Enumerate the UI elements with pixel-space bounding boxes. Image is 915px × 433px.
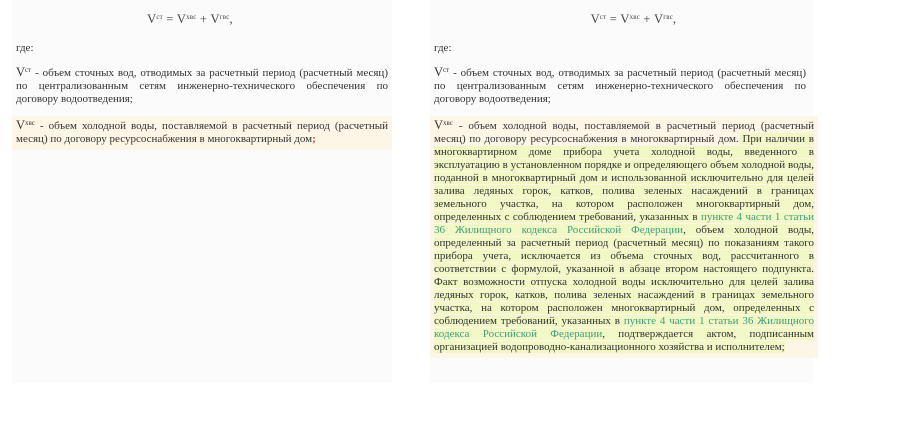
right-paragraph-stochnye: $V^{ст}$ - объем сточных вод, отводимых за расчетный период (расчетный месяц) по централизованным сетям инженерно-технического обеспечения по договору водоотведения; (434, 65, 806, 105)
left-paragraph-holodnaya: $V^{хвс}$ - объем холодной воды, поставляемой в расчетный период (расчетный месяц) по договору ресурсоснабжения в многоквартирный дом; (12, 116, 392, 150)
right-paragraph-holodnaya: $V^{хвс}$ - объем холодной воды, поставляемой в расчетный период (расчетный месяц) по договору ресурсоснабжения в многоквартирный дом. При наличии в многоквартирном доме прибора учета холодной воды, введенного в эксплуатацию в установленном порядке и определяющего объем холодной воды, поданной в многоквартирный дом и использованной исключительно для целей залива ледяных горок, катков, полива зеленых насаждений в границах земельного участка, на котором расположен многоквартирный дом, определенных с соблюдением требований, указанных в пункте 4 части 1 статьи 36 Жилищного кодекса Российской Федерации, объем холодной воды, определенный за расчетный период (расчетный месяц) по показаниям такого прибора учета, исключается из объема сточных вод, рассчитанного в соответствии с формулой, указанной в абзаце втором настоящего подпункта. Факт возможности отпуска холодной воды исключительно для целей залива ледяных горок, катков, полива зеленых насаждений в границах земельного участка, на котором расположен многоквартирный дом, определенных с соблюдением требований, указанных в пункте 4 части 1 статьи 36 Жилищного кодекса Российской Федерации, подтверждается актом, подписанным организацией водопроводно-канализационного хозяйства и исполнителем; (430, 116, 818, 358)
left-where-label: где: (16, 42, 34, 54)
right-formula: $V^{ст} = V^{хвс} + V^{гвс}$, (590, 12, 677, 26)
left-formula: $V^{ст} = V^{хвс} + V^{гвс}$, (147, 12, 233, 26)
symbol-v-st: $V^{ст}$ (434, 65, 450, 79)
right-document-pane (430, 0, 813, 383)
text-cursor[interactable]: ; (312, 133, 316, 145)
symbol-v-st: $V^{ст}$ (16, 65, 32, 79)
symbol-v-hvs: $V^{хвс}$ (434, 118, 453, 132)
added-text-highlight: При наличии в многоквартирном доме прибора учета холодной воды, введенного в эксплуатацию в установленном порядке и определяющего объем холодной воды, поданной в многоквартирный дом и использованной исключительно для целей залива ледяных горок, катков, полива зеленых насаждений в границах земельного участка, на котором расположен многоквартирный дом, определенных с соблюдением требований, указанных в пункте 4 части 1 статьи 36 Жилищного кодекса Российской Федерации, объем холодной воды, определенный за расчетный период (расчетный месяц) по показаниям такого прибора учета, исключается из объема сточных вод, рассчитанного в соответствии с формулой, указанной в абзаце втором настоящего подпункта. Факт возможности отпуска холодной воды исключительно для целей залива ледяных горок, катков, полива зеленых насаждений в границах земельного участка, на котором расположен многоквартирный дом, определенных с соблюдением требований, указанных в пункте 4 части 1 статьи 36 Жилищного кодекса Российской Федерации, подтверждается актом, подписанным организацией водопроводно-канализационного хозяйства и исполнителем; (434, 133, 815, 353)
right-where-label: где: (434, 42, 452, 54)
left-paragraph-stochnye: $V^{ст}$ - объем сточных вод, отводимых за расчетный период (расчетный месяц) по централизованным сетям инженерно-технического обеспечения по договору водоотведения; (16, 65, 388, 105)
law-link-1[interactable]: пункте 4 части 1 статьи 36 Жилищного кодекса Российской Федерации (434, 211, 814, 236)
law-link-2[interactable]: пункте 4 части 1 статьи 36 Жилищного кодекса Российской Федерации (434, 315, 815, 340)
left-document-pane (12, 0, 392, 383)
symbol-v-hvs: $V^{хвс}$ (16, 118, 35, 132)
